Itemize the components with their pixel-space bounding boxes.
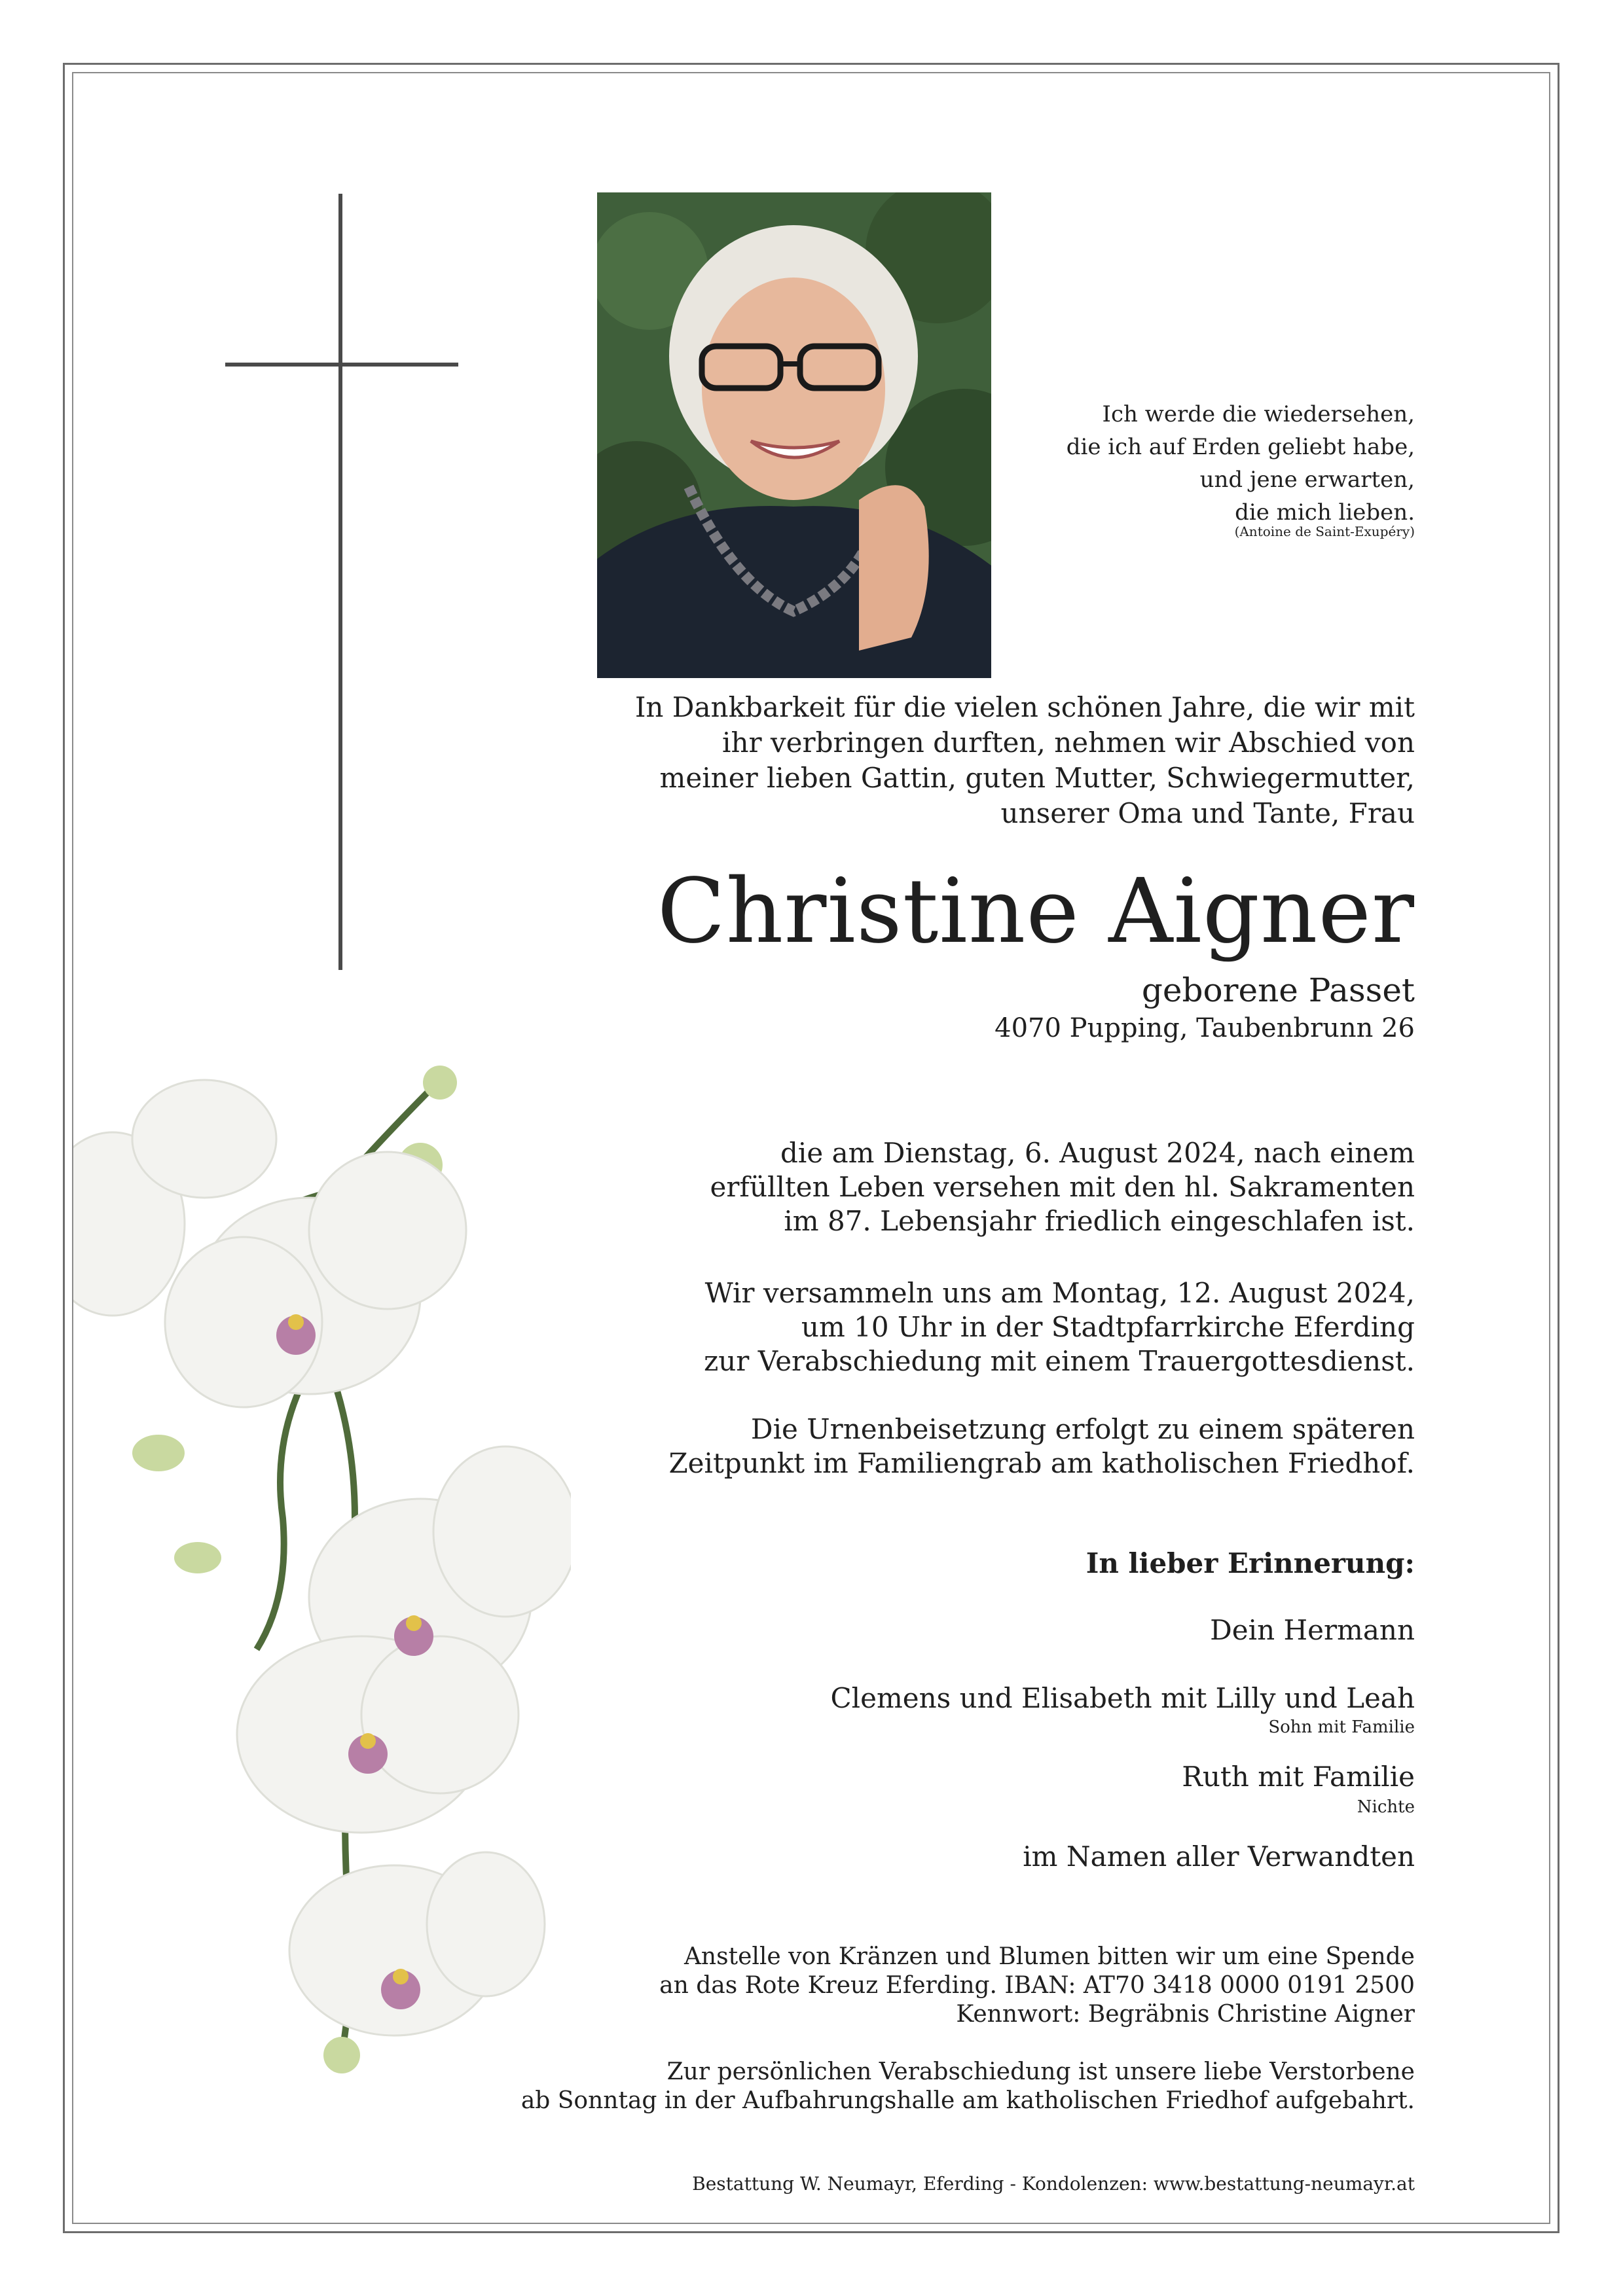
memory-title: In lieber Erinnerung: <box>1085 1547 1415 1579</box>
mourner-4: im Namen aller Verwandten <box>1023 1840 1415 1873</box>
intro-text <box>564 690 1415 831</box>
intro-line: In Dankbarkeit für die vielen schönen Jahre, die wir mit <box>634 691 1415 723</box>
cross-icon-horizontal <box>225 363 458 367</box>
death-line: im 87. Lebensjahr friedlich eingeschlafen ist. <box>784 1205 1415 1237</box>
donation-line: Kennwort: Begräbnis Christine Aigner <box>956 2001 1415 2028</box>
intro-line: unserer Oma und Tante, Frau <box>1000 797 1415 829</box>
mourner-3: Ruth mit Familie <box>1182 1761 1415 1793</box>
death-notice <box>564 1136 1415 1238</box>
quote <box>1067 398 1415 529</box>
portrait-photo <box>597 192 991 678</box>
donation-line: an das Rote Kreuz Eferding. IBAN: AT70 3418 0000 0191 2500 <box>659 1972 1415 1999</box>
urn-line: Zeitpunkt im Familiengrab am katholischen Friedhof. <box>668 1447 1415 1479</box>
intro-line: meiner lieben Gattin, guten Mutter, Schwiegermutter, <box>659 762 1415 794</box>
intro-line: ihr verbringen durften, nehmen wir Abschied von <box>722 726 1415 759</box>
quote-line: die ich auf Erden geliebt habe, <box>1066 434 1415 460</box>
urn-notice <box>564 1412 1415 1480</box>
donation-line: Anstelle von Kränzen und Blumen bitten wir um eine Spende <box>684 1943 1415 1970</box>
service-line: um 10 Uhr in der Stadtpfarrkirche Eferding <box>801 1311 1415 1343</box>
mourner-2: Clemens und Elisabeth mit Lilly und Leah <box>830 1682 1415 1714</box>
service-notice <box>564 1276 1415 1378</box>
urn-line: Die Urnenbeisetzung erfolgt zu einem späteren <box>750 1413 1415 1445</box>
viewing-line: ab Sonntag in der Aufbahrungshalle am katholischen Friedhof aufgebahrt. <box>520 2087 1415 2114</box>
quote-line: und jene erwarten, <box>1199 467 1415 493</box>
footer-text: Bestattung W. Neumayr, Eferding - Kondolenzen: www.bestattung-neumayr.at <box>692 2173 1415 2195</box>
viewing-line: Zur persönlichen Verabschiedung ist unsere liebe Verstorbene <box>666 2058 1415 2085</box>
birth-name: geborene Passet <box>1141 971 1415 1009</box>
mourner-1: Dein Hermann <box>1210 1614 1415 1646</box>
quote-line: Ich werde die wiedersehen, <box>1102 401 1415 427</box>
quote-line: die mich lieben. <box>1235 499 1415 526</box>
deceased-name: Christine Aigner <box>657 860 1415 963</box>
service-line: Wir versammeln uns am Montag, 12. August 2024, <box>704 1277 1415 1309</box>
address: 4070 Pupping, Taubenbrunn 26 <box>994 1013 1415 1043</box>
cross-icon-vertical <box>338 194 342 970</box>
mourner-2-relation: Sohn mit Familie <box>1268 1717 1415 1737</box>
orchid-icon <box>73 1060 571 2094</box>
death-line: erfüllten Leben versehen mit den hl. Sakramenten <box>710 1171 1415 1203</box>
service-line: zur Verabschiedung mit einem Trauergottesdienst. <box>704 1345 1415 1377</box>
donation-notice <box>498 1943 1415 2029</box>
quote-author: (Antoine de Saint-Exupéry) <box>1234 524 1415 539</box>
death-line: die am Dienstag, 6. August 2024, nach einem <box>780 1137 1415 1169</box>
mourner-3-relation: Nichte <box>1357 1797 1415 1817</box>
